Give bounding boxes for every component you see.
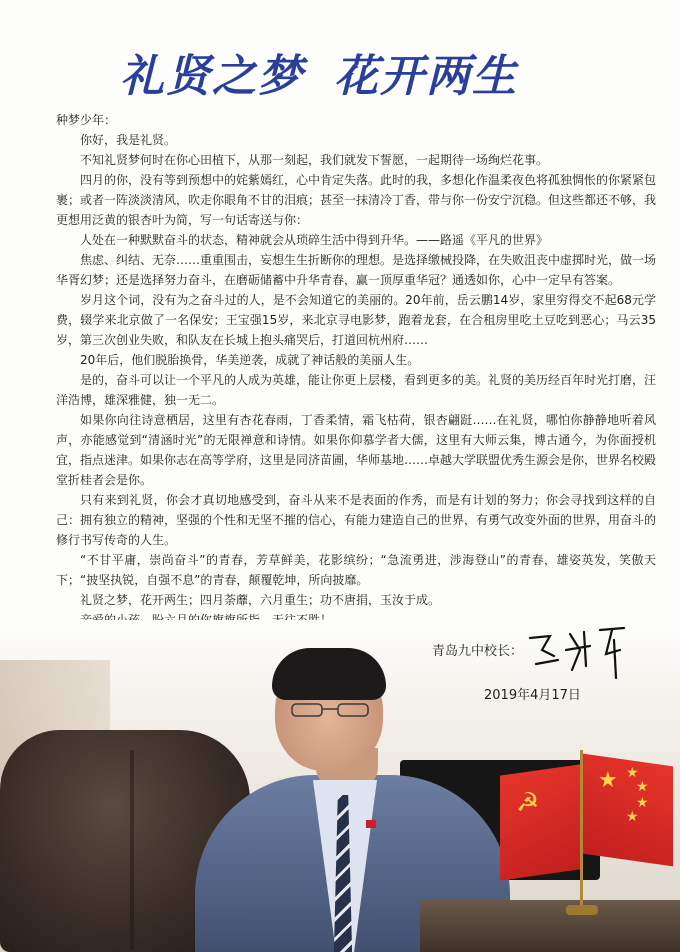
page-title: [120, 40, 560, 100]
small-star-icon: ★: [626, 765, 639, 781]
letter-body: [56, 110, 656, 630]
salutation: 种梦少年：: [56, 113, 117, 127]
letter-paragraph: 礼贤之梦，花开两生；四月荼蘼，六月重生；功不唐捐，玉汝于成。: [80, 593, 441, 607]
letter-paragraph: 你好，我是礼贤。: [80, 133, 177, 147]
principal-hair: [272, 648, 386, 700]
small-star-icon: ★: [636, 795, 649, 811]
letter-paragraph: 如果你向往诗意栖居，这里有杏花春雨，丁香柔情，霜飞枯荷，银杏翩跹……在礼贤，哪怕你静静地听着风声，亦能感觉到“清涵时光”的无限禅意和诗情。如果你仰慕学者大儒，这里有大师云集，博古通今，为你面授机宜，指点迷津。如果你志在高等学府，这里是同济苗圃，华师基地……卓越大学联盟优秀生源会是你，世界名校殿堂折桂者会是你。: [56, 413, 657, 487]
small-star-icon: ★: [626, 809, 639, 825]
letter-paragraph: 只有来到礼贤，你会才真切地感受到，奋斗从来不是表面的作秀，而是有计划的努力；你会寻找到这样的自己：拥有独立的精神，坚强的个性和无坚不摧的信心，有能力建造自己的世界，有勇气改变外面的世界，用奋斗的修行书写传奇的人生。: [56, 493, 657, 547]
letter-paragraph: “不甘平庸，崇尚奋斗”的青春，芳草鲜美，花影缤纷；“急流勇进，涉海登山”的青春，雄姿英发，笑傲天下；“披坚执锐，自强不息”的青春，颠覆乾坤，所向披靡。: [56, 553, 656, 587]
letter-paragraph: 是的，奋斗可以让一个平凡的人成为英雄，能让你更上层楼，看到更多的美。礼贤的美历经百年时光打磨，汪洋浩博，雄深雅健，独一无二。: [56, 373, 657, 407]
letter-paragraph: 岁月这个词，没有为之奋斗过的人，是不会知道它的美丽的。20年前，岳云鹏14岁，家里穷得交不起68元学费，辍学来北京做了一名保安；王宝强15岁，来北京寻电影梦，跑着龙套，在合租房里吃土豆吃到恶心；马云35岁，第三次创业失败，和队友在长城上抱头痛哭后，打道回杭州府……: [56, 293, 656, 347]
desk: [420, 900, 680, 952]
letter-quote: 人处在一种默默奋斗的状态，精神就会从琐碎生活中得到升华。——路遥《平凡的世界》: [80, 233, 549, 247]
party-flag: [500, 764, 580, 880]
large-star-icon: ★: [598, 768, 618, 793]
title-part-1: 礼贤之梦: [120, 51, 304, 102]
letter-paragraph: 20年后，他们脱胎换骨，华美逆袭，成就了神话般的美丽人生。: [80, 353, 420, 367]
hammer-sickle-icon: ☭: [516, 788, 540, 818]
flag-stand: [566, 905, 598, 915]
glasses-icon: [290, 702, 370, 718]
chair-seam: [130, 750, 134, 950]
letter-paragraph: 四月的你，没有等到预想中的姹紫嫣红，心中肯定失落。此时的我，多想化作温柔夜色将孤独惆怅的你紧紧包裹；或者一阵淡淡清风，吹走你眼角不甘的泪痕；甚至一抹清冷丁香，带与你一份安宁沉稳。但这些都还不够，我更想用泛黄的银杏叶为简，写一句话寄送与你：: [56, 173, 657, 227]
letter-paragraph: 不知礼贤梦何时在你心田植下，从那一刻起，我们就发下誓愿，一起期待一场绚烂花事。: [80, 153, 549, 167]
signer-label: 青岛九中校长：: [432, 644, 524, 659]
party-pin-icon: [366, 820, 376, 828]
small-star-icon: ★: [636, 779, 649, 795]
letter-date: 2019年4月17日: [484, 688, 581, 703]
letter-paragraph: 焦虑、纠结、无奈……重重围击，妄想生生折断你的理想。是选择缴械投降，在失败沮丧中虚掷时光，做一场华胥幻梦；还是选择努力奋斗，在磨砺储蓄中升华青春，赢一顶厚重华冠？通透如你，心中一定早有答案。: [56, 253, 657, 287]
title-part-2: 花开两生: [334, 51, 518, 102]
handwritten-signature: [524, 620, 634, 680]
